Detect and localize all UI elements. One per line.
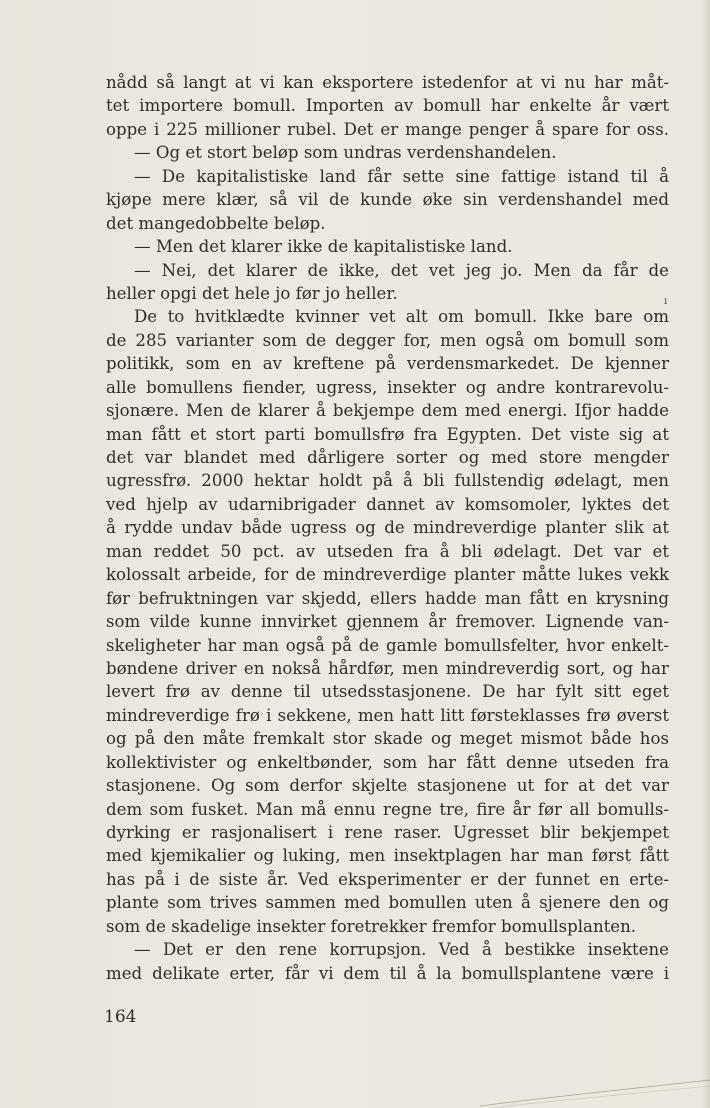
margin-mark: ı (664, 296, 668, 307)
text-line: mindreverdige frø i sekkene, men hatt litt førsteklasses frø øverst (106, 705, 669, 725)
text-line: kollektivister og enkeltbønder, som har fått denne utseden fra (106, 752, 669, 772)
text-line: som de skadelige insekter foretrekker fremfor bomullsplanten. (106, 916, 637, 936)
text-line: sjonære. Men de klarer å bekjempe dem med energi. Ifjor hadde (106, 401, 669, 421)
text-line: — Nei, det klarer de ikke, det vet jeg jo. Men da får de (134, 260, 669, 280)
text-line: levert frø av denne til utsedsstasjonene. De har fylt sitt eget (106, 682, 669, 702)
text-line: oppe i 225 millioner rubel. Det er mange penger å spare for oss. (106, 119, 669, 139)
text-line: å rydde undav både ugress og de mindreverdige planter slik at (106, 518, 669, 538)
text-line: dem som fusket. Man må ennu regne tre, fire år før all bomulls- (106, 799, 669, 819)
text-line: før befruktningen var skjedd, ellers hadde man fått en krysning (106, 588, 669, 608)
body-text (106, 71, 669, 985)
text-line: dyrking er rasjonalisert i rene raser. Ugresset blir bekjempet (106, 823, 669, 842)
text-line: skeligheter har man også på de gamle bomullsfelter, hvor enkelt- (106, 635, 669, 655)
text-line: De to hvitklædte kvinner vet alt om bomull. Ikke bare om (134, 307, 669, 327)
text-line: det mangedobbelte beløp. (106, 213, 326, 233)
text-line: det var blandet med dårligere sorter og med store mengder (106, 448, 669, 467)
text-line: med delikate erter, får vi dem til å la bomullsplantene være i (106, 963, 669, 983)
text-line: — Og et stort beløp som undras verdenshandelen. (134, 143, 557, 163)
text-line: ved hjelp av udarnibrigader dannet av komsomoler, lyktes det (106, 494, 669, 514)
text-line: kolossalt arbeide, for de mindreverdige planter måtte lukes vekk (106, 565, 669, 585)
page-number: 164 (104, 1007, 137, 1027)
text-line: nådd så langt at vi kan eksportere istedenfor at vi nu har måt- (106, 73, 669, 92)
text-line: has på i de siste år. Ved eksperimenter er der funnet en erte- (106, 869, 669, 889)
text-line: man reddet 50 pct. av utseden fra å bli ødelagt. Det var et (106, 541, 669, 561)
text-line: tet importere bomull. Importen av bomull har enkelte år vært (106, 96, 669, 116)
text-line: de 285 varianter som de degger for, men også om bomull som (106, 330, 669, 350)
text-line: med kjemikalier og luking, men insektplagen har man først fått (106, 846, 669, 866)
page-corner-curl (480, 1068, 710, 1108)
text-line: plante som trives sammen med bomullen uten å sjenere den og (106, 893, 669, 913)
text-line: alle bomullens fiender, ugress, insekter og andre kontrarevolu- (106, 377, 669, 397)
page-edge-shadow (702, 0, 710, 1108)
text-line: stasjonene. Og som derfor skjelte stasjonene ut for at det var (106, 776, 669, 796)
text-line: — Det er den rene korrupsjon. Ved å bestikke insektene (134, 940, 669, 960)
text-line: bøndene driver en nokså hårdfør, men mindreverdig sort, og har (106, 658, 669, 678)
text-line: politikk, som en av kreftene på verdensmarkedet. De kjenner (106, 354, 669, 374)
text-line: — Men det klarer ikke de kapitalistiske land. (134, 237, 513, 257)
text-line: ugressfrø. 2000 hektar holdt på å bli fullstendig ødelagt, men (106, 471, 669, 491)
text-line: heller opgi det hele jo før jo heller. (106, 283, 398, 303)
text-line: kjøpe mere klær, så vil de kunde øke sin verdenshandel med (106, 190, 669, 210)
text-line: man fått et stort parti bomullsfrø fra Egypten. Det viste sig at (106, 424, 669, 444)
text-line: og på den måte fremkalt stor skade og meget mismot både hos (106, 729, 669, 749)
text-line: som vilde kunne innvirket gjennem år fremover. Lignende van- (106, 612, 669, 632)
text-line: — De kapitalistiske land får sette sine fattige istand til å (134, 166, 669, 186)
